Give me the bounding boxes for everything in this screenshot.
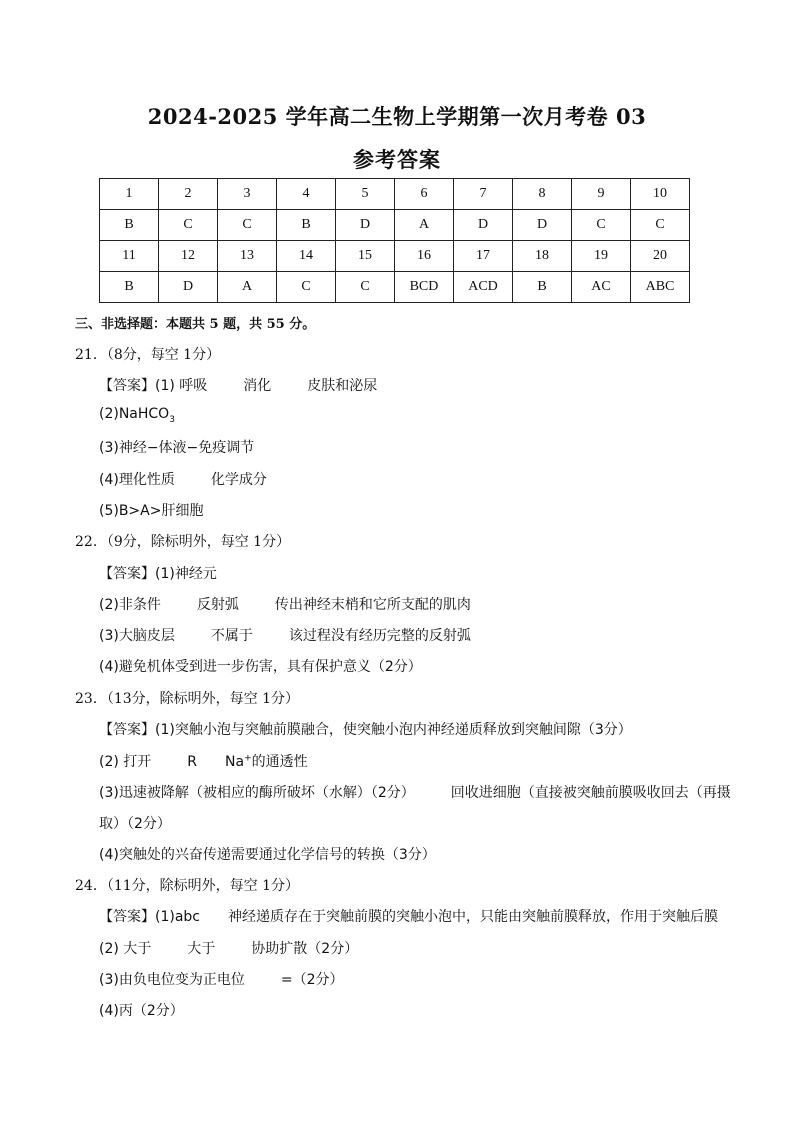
question-number-cell: 20 xyxy=(631,241,690,272)
page-title: 2024-2025 学年高二生物上学期第一次月考卷 03 xyxy=(147,104,647,129)
q23-answer-4: (4)突触处的兴奋传递需要通过化学信号的转换（3分） xyxy=(99,847,436,863)
q22-answer-4: (4)避免机体受到进一步伤害，具有保护意义（2分） xyxy=(99,659,422,675)
q22-heading: 22．（9分，除标明外，每空 1分） xyxy=(75,534,291,550)
q21-a2-text: (2)NaHCO xyxy=(99,406,170,422)
q23-heading: 23．（13分，除标明外，每空 1分） xyxy=(75,691,299,707)
answer-cell: C xyxy=(336,272,395,303)
q22-answer-1: 【答案】(1)神经元 xyxy=(99,566,217,582)
q21-heading: 21．（8分，每空 1分） xyxy=(75,347,221,363)
q21-answer-2 xyxy=(99,406,175,425)
question-number-cell: 7 xyxy=(454,179,513,210)
answer-table xyxy=(99,178,690,303)
answer-table-row xyxy=(100,210,690,241)
question-number-cell: 10 xyxy=(631,179,690,210)
answer-cell: AC xyxy=(572,272,631,303)
q22-a2-a: (2)非条件 xyxy=(99,597,161,613)
q22-answer-3 xyxy=(99,625,471,645)
q23-a2-c-sup: + xyxy=(244,753,252,764)
q23-answer-3-cont: 取）（2分） xyxy=(99,816,171,832)
q23-a3-a: (3)迅速被降解（被相应的酶所破坏（水解）（2分） xyxy=(99,785,415,801)
answer-cell: ABC xyxy=(631,272,690,303)
answer-cell: C xyxy=(277,272,336,303)
answer-cell: D xyxy=(159,272,218,303)
q23-a2-b: R xyxy=(187,754,198,770)
question-number-cell: 16 xyxy=(395,241,454,272)
answer-table-row xyxy=(100,241,690,272)
q23-answer-2 xyxy=(99,751,308,771)
q22-a3-b: 不属于 xyxy=(210,628,253,644)
answer-cell: B xyxy=(513,272,572,303)
q21-a1-c: 皮肤和泌尿 xyxy=(307,378,378,394)
q22-a2-b: 反射弧 xyxy=(196,597,239,613)
answer-cell: B xyxy=(100,272,159,303)
q22-a3-a: (3)大脑皮层 xyxy=(99,628,175,644)
question-number-cell: 11 xyxy=(100,241,159,272)
answer-cell: C xyxy=(572,210,631,241)
q23-answer-1: 【答案】(1)突触小泡与突触前膜融合，使突触小泡内神经递质释放到突触间隙（3分） xyxy=(99,722,632,738)
q23-a2-a: (2) 打开 xyxy=(99,754,152,770)
question-number-cell: 17 xyxy=(454,241,513,272)
q22-answer-2 xyxy=(99,594,471,614)
q21-answer-1 xyxy=(99,375,377,395)
answer-cell: C xyxy=(159,210,218,241)
q21-a1-b: 消化 xyxy=(243,378,272,394)
q24-a3-b: =（2分） xyxy=(280,972,344,988)
answer-table-row xyxy=(100,179,690,210)
question-number-cell: 19 xyxy=(572,241,631,272)
q21-answer-5: (5)B>A>肝细胞 xyxy=(99,503,204,519)
question-number-cell: 14 xyxy=(277,241,336,272)
answer-cell: A xyxy=(395,210,454,241)
q24-a1-a: 【答案】(1)abc xyxy=(99,909,200,925)
page-subtitle: 参考答案 xyxy=(353,147,441,172)
q21-a1-prefix: 【答案】(1) 呼吸 xyxy=(99,378,208,394)
q21-a2-sub: 3 xyxy=(169,414,175,425)
question-number-cell: 2 xyxy=(159,179,218,210)
question-number-cell: 4 xyxy=(277,179,336,210)
answer-cell: B xyxy=(277,210,336,241)
answer-cell: ACD xyxy=(454,272,513,303)
q23-a2-c-prefix: Na xyxy=(225,754,245,770)
q23-a2-c-suffix: 的通透性 xyxy=(251,754,308,770)
q21-answer-4 xyxy=(99,469,267,489)
q24-heading: 24．（11分，除标明外，每空 1分） xyxy=(75,878,299,894)
q22-a3-c: 该过程没有经历完整的反射弧 xyxy=(288,628,471,644)
answer-cell: BCD xyxy=(395,272,454,303)
question-number-cell: 3 xyxy=(218,179,277,210)
question-number-cell: 6 xyxy=(395,179,454,210)
question-number-cell: 5 xyxy=(336,179,395,210)
q24-a2-a: (2) 大于 xyxy=(99,941,152,957)
q24-answer-4: (4)丙（2分） xyxy=(99,1003,184,1019)
q24-a2-b: 大于 xyxy=(187,941,216,957)
q24-a3-a: (3)由负电位变为正电位 xyxy=(99,972,245,988)
q24-a1-b: 神经递质存在于突触前膜的突触小泡中，只能由突触前膜释放，作用于突触后膜 xyxy=(228,909,718,925)
section-heading: 三、非选择题：本题共 5 题，共 55 分。 xyxy=(75,317,316,332)
q24-answer-2 xyxy=(99,938,358,958)
q23-a3-b: 回收进细胞（直接被突触前膜吸收回去（再摄 xyxy=(450,785,731,801)
answer-cell: C xyxy=(218,210,277,241)
q22-a2-c: 传出神经末梢和它所支配的肌肉 xyxy=(274,597,471,613)
answer-cell: A xyxy=(218,272,277,303)
question-number-cell: 18 xyxy=(513,241,572,272)
question-number-cell: 8 xyxy=(513,179,572,210)
answer-cell: D xyxy=(513,210,572,241)
answer-cell: C xyxy=(631,210,690,241)
question-number-cell: 12 xyxy=(159,241,218,272)
q24-answer-1 xyxy=(99,906,718,926)
q23-answer-3 xyxy=(99,782,731,802)
answer-cell: D xyxy=(336,210,395,241)
question-number-cell: 13 xyxy=(218,241,277,272)
q21-a4-b: 化学成分 xyxy=(210,472,267,488)
q21-answer-3: (3)神经−体液−免疫调节 xyxy=(99,440,255,456)
question-number-cell: 15 xyxy=(336,241,395,272)
answer-cell: B xyxy=(100,210,159,241)
q21-a4-a: (4)理化性质 xyxy=(99,472,175,488)
q24-a2-c: 协助扩散（2分） xyxy=(251,941,359,957)
question-number-cell: 9 xyxy=(572,179,631,210)
question-number-cell: 1 xyxy=(100,179,159,210)
q24-answer-3 xyxy=(99,969,343,989)
answer-table-row xyxy=(100,272,690,303)
answer-cell: D xyxy=(454,210,513,241)
